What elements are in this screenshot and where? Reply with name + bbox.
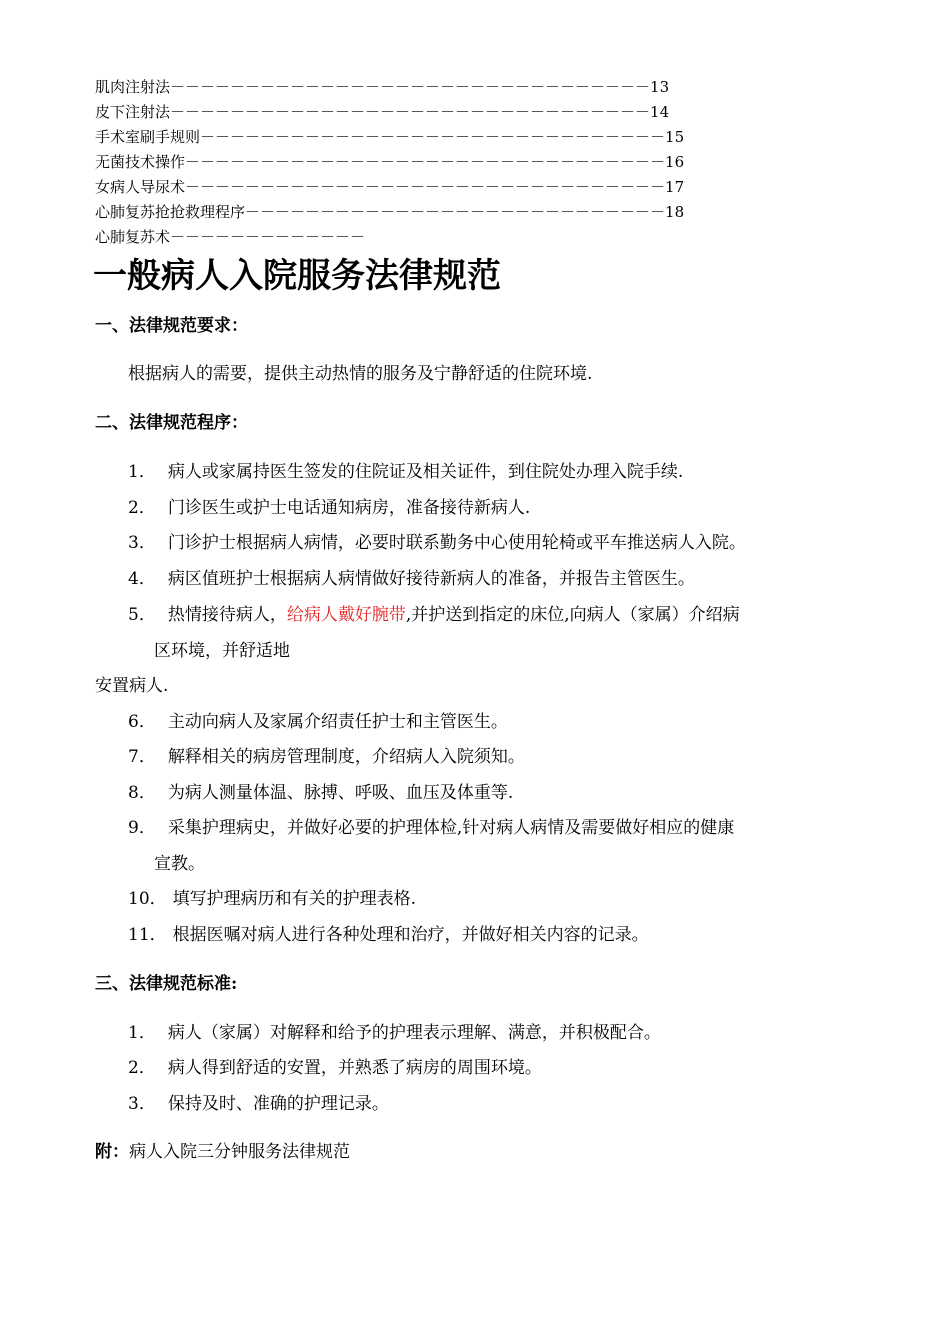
item-number: 3．	[128, 533, 156, 553]
paragraph: 根据病人的需要，提供主动热情的服务及宁静舒适的住院环境.	[128, 364, 593, 384]
item-text: 病人或家属持医生签发的住院证及相关证件，到住院处办理入院手续.	[167, 462, 684, 482]
item-text: 病人（家属）对解释和给予的护理表示理解、满意，并积极配合。	[167, 1023, 661, 1043]
item-text: 采集护理病史，并做好必要的护理体检,针对病人病情及需要做好相应的健康	[167, 818, 735, 838]
item-text: 主动向病人及家属介绍责任护士和主管医生。	[167, 712, 508, 732]
item-continuation: 宣教。	[154, 854, 205, 874]
toc-leader: －－－－－－－－－－－－－－－－－－－－－－－－－－－－－－－－	[170, 78, 651, 96]
item-number: 1．	[128, 1023, 156, 1043]
page-title: 一般病人入院服务法律规范	[93, 256, 501, 296]
toc-title: 肌肉注射法	[95, 78, 171, 96]
toc-page: 18	[665, 203, 685, 221]
list-item	[128, 530, 746, 556]
table-of-contents	[95, 75, 695, 250]
toc-leader: －－－－－－－－－－－－－－－－－－－－－－－－－－－－－－－	[200, 128, 666, 146]
item-number: 1．	[128, 462, 156, 482]
item-continuation: 安置病人.	[95, 676, 169, 696]
item-text: 为病人测量体温、脉搏、呼吸、血压及体重等.	[167, 783, 514, 803]
item-number: 7．	[128, 747, 156, 767]
list-item	[128, 1020, 661, 1046]
toc-title: 皮下注射法	[95, 103, 171, 121]
list-item	[128, 602, 740, 628]
item-text: 根据医嘱对病人进行各种处理和治疗，并做好相关内容的记录。	[172, 925, 649, 945]
section-heading: 一、法律规范要求：	[95, 316, 248, 336]
list-item	[128, 815, 734, 841]
toc-title: 无菌技术操作	[95, 153, 186, 171]
list-item	[128, 1055, 542, 1081]
list-item	[128, 709, 508, 735]
toc-entry	[95, 75, 695, 100]
item-number: 5．	[128, 605, 156, 625]
toc-page: 13	[650, 78, 670, 96]
section-heading: 二、法律规范程序：	[95, 413, 248, 433]
toc-page: 16	[665, 153, 685, 171]
toc-leader: －－－－－－－－－－－－－－－－－－－－－－－－－－－－－－－－	[170, 103, 651, 121]
appendix-text: 病人入院三分钟服务法律规范	[129, 1142, 350, 1162]
toc-title: 手术室刷手规则	[95, 128, 201, 146]
item-number: 10．	[128, 889, 167, 909]
item-number: 9．	[128, 818, 156, 838]
item-text: 填写护理病历和有关的护理表格.	[172, 889, 417, 909]
item-text: 热情接待病人，	[167, 605, 287, 625]
item-number: 3．	[128, 1094, 156, 1114]
toc-title: 女病人导尿术	[95, 178, 186, 196]
item-text: 门诊医生或护士电话通知病房，准备接待新病人.	[167, 498, 531, 518]
toc-entry	[95, 200, 695, 225]
toc-leader: －－－－－－－－－－－－－－－－－－－－－－－－－－－－－－－－	[185, 178, 666, 196]
toc-entry	[95, 150, 695, 175]
item-number: 11．	[128, 925, 167, 945]
toc-page: 17	[665, 178, 685, 196]
highlighted-text: 给病人戴好腕带	[286, 605, 406, 625]
item-text: 解释相关的病房管理制度，介绍病人入院须知。	[167, 747, 525, 767]
toc-entry	[95, 125, 695, 150]
toc-page: 14	[650, 103, 670, 121]
item-number: 2．	[128, 1058, 156, 1078]
toc-leader: －－－－－－－－－－－－－－－－－－－－－－－－－－－－－－－－	[185, 153, 666, 171]
list-item	[128, 780, 513, 806]
toc-entry	[95, 100, 695, 125]
item-text: 病人得到舒适的安置，并熟悉了病房的周围环境。	[167, 1058, 542, 1078]
item-text: 门诊护士根据病人病情，必要时联系勤务中心使用轮椅或平车推送病人入院。	[167, 533, 746, 553]
list-item	[128, 459, 683, 485]
list-item	[128, 495, 530, 521]
item-text: ,并护送到指定的床位,向病人（家属）介绍病	[405, 605, 740, 625]
list-item	[128, 1091, 389, 1117]
item-text: 保持及时、准确的护理记录。	[167, 1094, 389, 1114]
appendix-label: 附：	[95, 1142, 129, 1162]
item-number: 2．	[128, 498, 156, 518]
item-number: 8．	[128, 783, 156, 803]
list-item	[128, 566, 695, 592]
toc-title: 心肺复苏抢抢救理程序	[95, 203, 246, 221]
item-text: 病区值班护士根据病人病情做好接待新病人的准备，并报告主管医生。	[167, 569, 695, 589]
appendix-note	[95, 1139, 350, 1165]
toc-entry	[95, 175, 695, 200]
item-number: 6．	[128, 712, 156, 732]
item-number: 4．	[128, 569, 156, 589]
item-continuation: 区环境，并舒适地	[154, 641, 290, 661]
toc-leader: －－－－－－－－－－－－－	[170, 228, 366, 246]
toc-page: 15	[665, 128, 685, 146]
list-item	[128, 922, 649, 948]
section-heading: 三、法律规范标准:	[95, 974, 238, 994]
list-item	[128, 744, 525, 770]
toc-leader: －－－－－－－－－－－－－－－－－－－－－－－－－－－－	[245, 203, 666, 221]
list-item	[128, 886, 416, 912]
toc-title: 心肺复苏术	[95, 228, 171, 246]
toc-entry	[95, 225, 695, 250]
